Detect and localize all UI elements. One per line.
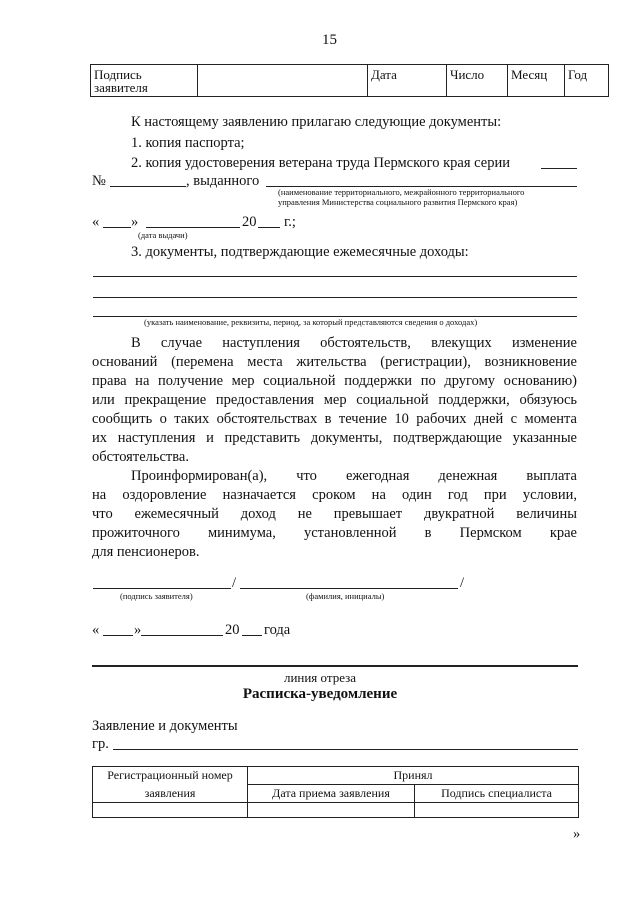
obligation-line-4: или прекращение предоставления мер социальной поддержки, обязуюсь xyxy=(92,392,577,408)
registration-table xyxy=(92,766,579,818)
sign-quote-close: » xyxy=(134,622,142,638)
income-line-2[interactable] xyxy=(93,297,577,298)
issue-year-blank[interactable] xyxy=(258,227,280,228)
issue-quote-open: « xyxy=(92,214,100,230)
receipt-text: Заявление и документы xyxy=(92,718,238,734)
issuer-hint-line1: (наименование территориального, межрайонного территориального xyxy=(278,187,525,197)
series-blank[interactable] xyxy=(541,168,577,169)
date-received-cell[interactable] xyxy=(248,803,415,818)
obligation-line-6: их наступления и представить документы, подтверждающие указанные xyxy=(92,430,577,446)
reg-number-header: Регистрационный номер xyxy=(93,767,248,785)
month-cell: Месяц xyxy=(508,65,565,97)
obligation-line-1: В случае наступления обстоятельств, влекущих изменение xyxy=(131,335,577,351)
issuer-hint-line2: управления Министерства социального развития Пермского края) xyxy=(278,197,518,207)
obligation-line-7: обстоятельства. xyxy=(92,449,189,465)
reg-application-header: заявления xyxy=(93,785,248,803)
issue-quote-close: » xyxy=(131,214,139,230)
signature-hint: (подпись заявителя) xyxy=(120,591,193,601)
issued-by-label: , выданного xyxy=(186,173,260,189)
sign-year-blank[interactable] xyxy=(242,635,262,636)
obligation-line-2: оснований (перемена места жительства (регистрации), возникновение xyxy=(92,354,577,370)
sign-day-blank[interactable] xyxy=(103,635,133,636)
informed-line-2: на оздоровление назначается сроком на один год при условии, xyxy=(92,487,577,503)
name-hint: (фамилия, инициалы) xyxy=(306,591,385,601)
applicant-signature-cell: Подпись заявителя xyxy=(91,65,198,97)
issue-year-suffix: г.; xyxy=(284,214,296,230)
informed-line-3: что ежемесячный доход не превышает двукратной величины xyxy=(92,506,577,522)
income-hint: (указать наименование, реквизиты, период, за который представляются сведения о доходах) xyxy=(144,317,478,327)
number-blank[interactable] xyxy=(110,186,186,187)
signature-slash-1: / xyxy=(232,575,237,591)
document-item-1: 1. копия паспорта; xyxy=(131,135,245,151)
day-cell: Число xyxy=(447,65,508,97)
issue-month-blank[interactable] xyxy=(146,227,240,228)
reg-number-cell[interactable] xyxy=(93,803,248,818)
signature-slash-2: / xyxy=(460,575,465,591)
informed-line-1: Проинформирован(а), что ежегодная денежная выплата xyxy=(131,468,577,484)
receipt-title: Расписка-уведомление xyxy=(242,686,398,702)
receipt-citizen-label: гр. xyxy=(92,736,109,752)
date-cell: Дата xyxy=(368,65,447,97)
applicant-name-blank[interactable] xyxy=(240,588,458,589)
signature-table xyxy=(90,64,609,97)
accepted-header: Принял xyxy=(248,767,579,785)
informed-line-4: прожиточного минимума, установленной в Пермском крае xyxy=(92,525,577,541)
page-number: 15 xyxy=(322,32,337,48)
specialist-signature-cell[interactable] xyxy=(415,803,579,818)
receipt-citizen-blank[interactable] xyxy=(113,749,578,750)
applicant-signature-blank[interactable] xyxy=(93,588,231,589)
documents-intro: К настоящему заявлению прилагаю следующие документы: xyxy=(131,114,502,130)
closing-quote: » xyxy=(573,826,581,842)
sign-quote-open: « xyxy=(92,622,100,638)
cut-line-label: линия отреза xyxy=(283,670,357,685)
informed-line-5: для пенсионеров. xyxy=(92,544,200,560)
income-line-1[interactable] xyxy=(93,276,577,277)
sign-month-blank[interactable] xyxy=(141,635,223,636)
obligation-line-3: права на получение мер социальной поддержки по другому основанию) xyxy=(92,373,577,389)
number-sign: № xyxy=(92,173,106,189)
cut-line xyxy=(92,665,578,667)
document-item-3: 3. документы, подтверждающие ежемесячные доходы: xyxy=(131,244,469,260)
issue-year-prefix: 20 xyxy=(242,214,257,230)
signature-empty-cell[interactable] xyxy=(198,65,368,97)
document-item-2: 2. копия удостоверения ветерана труда Пермского края серии xyxy=(131,155,510,171)
issue-day-blank[interactable] xyxy=(103,227,131,228)
obligation-line-5: сообщить о таких обстоятельствах в течение 10 рабочих дней с момента xyxy=(92,411,577,427)
sign-year-suffix: года xyxy=(264,622,291,638)
year-cell: Год xyxy=(565,65,609,97)
date-received-header: Дата приема заявления xyxy=(248,785,415,803)
issue-date-hint: (дата выдачи) xyxy=(138,230,188,240)
specialist-signature-header: Подпись специалиста xyxy=(415,785,579,803)
sign-year-prefix: 20 xyxy=(225,622,240,638)
